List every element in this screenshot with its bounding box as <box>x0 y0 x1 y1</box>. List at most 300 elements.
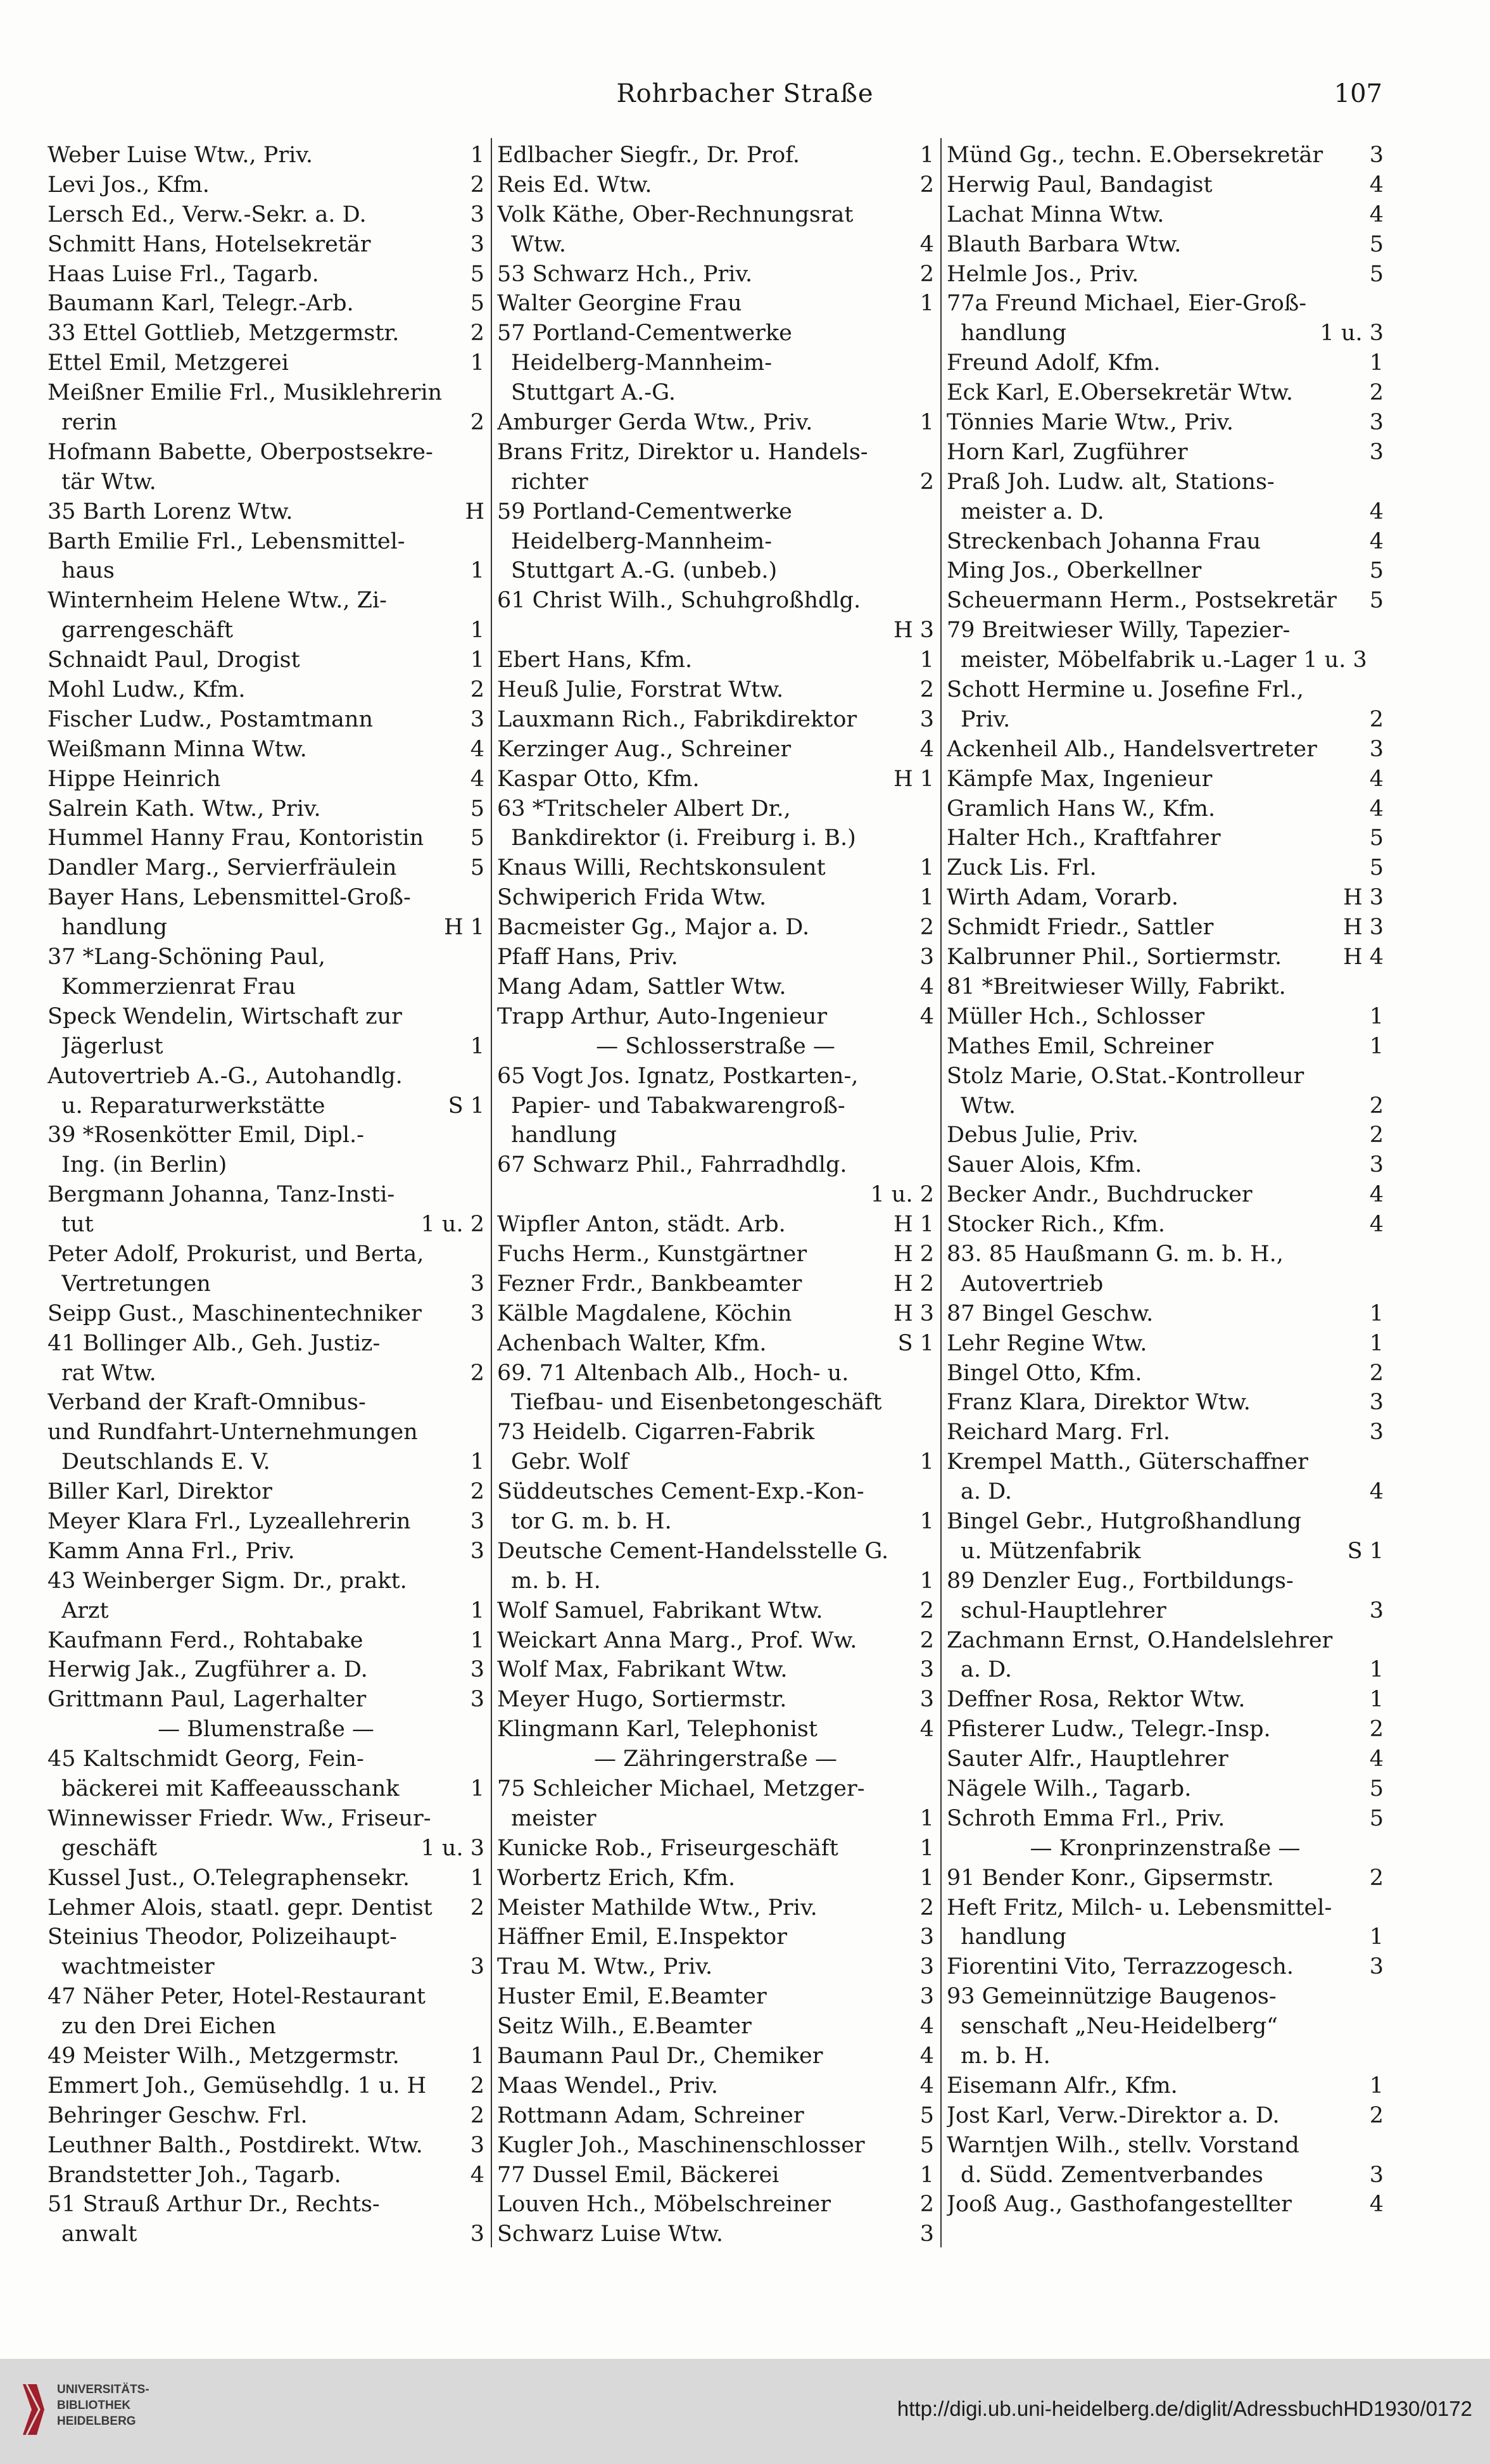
entry-text: u. Reparaturwerkstätte <box>61 1093 325 1119</box>
entry-text: Sauer Alois, Kfm. <box>947 1152 1142 1178</box>
entry-text: 77 Dussel Emil, Bäckerei <box>497 2162 780 2188</box>
entry-floor: 2 <box>919 1895 934 1921</box>
entry-floor: 5 <box>1369 1775 1384 1801</box>
entry-floor <box>1379 467 1384 497</box>
entry-floor: 1 <box>919 647 934 673</box>
entry-text: Gramlich Hans W., Kfm. <box>947 796 1216 822</box>
entry-floor <box>929 348 934 378</box>
directory-entry <box>497 1418 934 1447</box>
directory-entry <box>47 675 484 705</box>
entry-floor: H 3 <box>1343 885 1384 911</box>
directory-entry <box>497 1091 934 1121</box>
directory-entry <box>947 1329 1384 1359</box>
entry-floor: 3 <box>919 2221 934 2247</box>
directory-entry <box>947 1002 1384 1032</box>
directory-entry <box>497 1655 934 1685</box>
entry-floor <box>929 378 934 408</box>
entry-text: Zuck Lis. Frl. <box>947 855 1097 881</box>
entry-text: Dandler Marg., Servierfräulein <box>47 855 397 881</box>
directory-entry <box>947 319 1384 348</box>
directory-entry <box>947 1388 1384 1418</box>
entry-text: Bayer Hans, Lebensmittel-Groß- <box>47 885 411 911</box>
entry-text: Kussel Just., O.Telegraphensekr. <box>47 1865 410 1891</box>
directory-entry <box>47 260 484 289</box>
directory-entry <box>497 972 934 1002</box>
entry-floor: 5 <box>1369 231 1384 257</box>
entry-floor: 1 <box>919 1508 934 1534</box>
entry-text: Weber Luise Wtw., Priv. <box>47 143 313 168</box>
directory-entry <box>947 1864 1384 1893</box>
entry-floor <box>479 438 484 467</box>
entry-floor: 1 <box>1369 1033 1384 1059</box>
entry-text: Wipfler Anton, städt. Arb. <box>497 1212 786 1238</box>
directory-entry <box>947 1032 1384 1062</box>
directory-entry <box>47 1864 484 1893</box>
directory-entry <box>47 1150 484 1180</box>
directory-entry <box>497 1299 934 1329</box>
entry-text: Schwiperich Frida Wtw. <box>497 885 767 911</box>
entry-text: 69. 71 Altenbach Alb., Hoch- u. <box>497 1360 849 1386</box>
entry-floor: 3 <box>1369 439 1384 465</box>
entry-floor: 5 <box>470 291 484 317</box>
entry-floor: 1 <box>470 143 484 168</box>
entry-text <box>497 1180 866 1210</box>
directory-entry <box>497 1982 934 2012</box>
entry-floor: H 3 <box>893 1300 934 1326</box>
directory-entry <box>497 705 934 735</box>
directory-entry <box>947 1596 1384 1626</box>
entry-floor: 1 <box>1369 1657 1384 1683</box>
directory-entry <box>47 1537 484 1566</box>
entry-floor: 2 <box>470 677 484 703</box>
entry-text: Speck Wendelin, Wirtschaft zur <box>47 1003 402 1029</box>
entry-floor: 4 <box>470 2162 484 2188</box>
street-heading: — Zähringerstraße — <box>593 1746 837 1772</box>
entry-text: 81 *Breitwieser Willy, Fabrikt. <box>947 974 1286 1000</box>
entry-text: bäckerei mit Kaffeeausschank <box>61 1775 400 1801</box>
directory-entry <box>497 200 934 230</box>
entry-floor: 1 u. 2 <box>870 1182 934 1208</box>
logo-line: BIBLIOTHEK <box>57 2399 131 2412</box>
entry-floor: 1 u. 3 <box>1320 321 1384 346</box>
directory-entry <box>497 1240 934 1269</box>
directory-entry <box>47 1091 484 1121</box>
entry-text: Bergmann Johanna, Tanz-Insti- <box>47 1182 395 1208</box>
entry-floor: 2 <box>919 677 934 703</box>
entry-floor <box>479 527 484 557</box>
entry-floor: 4 <box>919 231 934 257</box>
entry-floor: 1 <box>470 2043 484 2069</box>
entry-text: Klingmann Karl, Telephonist <box>497 1717 818 1743</box>
entry-text: Meißner Emilie Frl., Musiklehrerin <box>47 380 443 406</box>
entry-floor <box>479 972 484 1002</box>
entry-floor: 1 <box>470 1775 484 1801</box>
entry-floor: H 1 <box>893 1212 934 1238</box>
entry-floor: 3 <box>1369 1419 1384 1445</box>
directory-entry <box>497 1180 934 1210</box>
directory-entry <box>47 823 484 853</box>
entry-text: Heidelberg-Mannheim- <box>511 350 773 376</box>
entry-floor <box>1379 2012 1384 2042</box>
entry-text: Wtw. <box>511 231 566 257</box>
directory-entry <box>47 2071 484 2101</box>
directory-entry <box>947 1715 1384 1744</box>
entry-text: Becker Andr., Buchdrucker <box>947 1182 1253 1208</box>
entry-floor: 2 <box>1369 706 1384 732</box>
entry-floor: 1 <box>919 410 934 436</box>
entry-floor <box>1379 2042 1384 2071</box>
entry-text: Deutschlands E. V. <box>61 1449 270 1475</box>
directory-entry <box>497 645 934 675</box>
directory-entry <box>497 467 934 497</box>
entry-floor: 2 <box>1369 1717 1384 1743</box>
page-header <box>0 79 1490 117</box>
entry-text: Krempel Matth., Güterschaffner <box>947 1449 1308 1475</box>
entry-floor: 3 <box>470 1508 484 1534</box>
directory-entry <box>947 2042 1384 2071</box>
entry-text: Fiorentini Vito, Terrazzogesch. <box>947 1954 1294 1980</box>
entry-floor <box>1379 1507 1384 1537</box>
directory-entry <box>947 794 1384 824</box>
directory-entry <box>497 408 934 438</box>
entry-floor: 4 <box>1369 499 1384 524</box>
entry-floor <box>479 1388 484 1418</box>
entry-text: Autovertrieb A.-G., Autohandlg. <box>47 1063 403 1089</box>
entry-text: Hummel Hanny Frau, Kontoristin <box>47 825 424 851</box>
directory-entry <box>497 2012 934 2042</box>
entry-text: Winternheim Helene Wtw., Zi- <box>47 588 387 614</box>
directory-entry <box>947 675 1384 705</box>
entry-floor: 4 <box>1369 201 1384 227</box>
entry-floor: 1 <box>919 1865 934 1891</box>
entry-floor <box>479 1418 484 1447</box>
entry-text: m. b. H. <box>511 1568 601 1594</box>
column-left <box>47 141 484 2256</box>
directory-entry <box>47 943 484 972</box>
entry-text: 39 *Rosenkötter Emil, Dipl.- <box>47 1122 364 1148</box>
entry-text: Heft Fritz, Milch- u. Lebensmittel- <box>947 1895 1332 1921</box>
directory-entry <box>947 260 1384 289</box>
entry-floor: 2 <box>1369 1122 1384 1148</box>
directory-entry <box>47 1477 484 1507</box>
directory-entry <box>497 141 934 170</box>
entry-floor: 2 <box>1369 2102 1384 2128</box>
entry-floor: 1 <box>1369 1300 1384 1326</box>
directory-entry <box>47 1418 484 1447</box>
entry-floor: 3 <box>919 1687 934 1713</box>
directory-entry <box>947 616 1384 645</box>
entry-text: Schmidt Friedr., Sattler <box>947 915 1214 941</box>
entry-floor: 3 <box>470 2132 484 2158</box>
entry-text: 67 Schwarz Phil., Fahrradhdlg. <box>497 1152 847 1178</box>
entry-floor: 4 <box>1369 1212 1384 1238</box>
directory-entry <box>497 319 934 348</box>
entry-text: Achenbach Walter, Kfm. <box>497 1330 767 1356</box>
entry-text: Mohl Ludw., Kfm. <box>47 677 246 703</box>
directory-entry <box>497 1062 934 1091</box>
entry-text: Winnewisser Friedr. Ww., Friseur- <box>47 1805 431 1831</box>
entry-floor: S 1 <box>1347 1538 1384 1564</box>
entry-floor: 1 u. 2 <box>420 1212 484 1238</box>
directory-entry <box>947 1477 1384 1507</box>
directory-entry <box>47 200 484 230</box>
entry-floor: 3 <box>470 1271 484 1297</box>
entry-floor: 5 <box>470 855 484 881</box>
entry-floor: 5 <box>470 825 484 851</box>
directory-entry <box>47 527 484 557</box>
entry-floor <box>1379 1566 1384 1596</box>
entry-floor: 5 <box>1369 825 1384 851</box>
entry-text: Reis Ed. Wtw. <box>497 172 652 198</box>
entry-floor: 1 <box>470 1865 484 1891</box>
entry-text: Deffner Rosa, Rektor Wtw. <box>947 1687 1246 1713</box>
directory-entry <box>47 1922 484 1952</box>
entry-floor: 4 <box>1369 1182 1384 1208</box>
directory-entry <box>497 1447 934 1477</box>
entry-text: Autovertrieb <box>961 1271 1104 1297</box>
entry-floor: 2 <box>919 1597 934 1623</box>
entry-text: Seipp Gust., Maschinentechniker <box>47 1300 422 1326</box>
entry-text: handlung <box>511 1122 617 1148</box>
directory-entry <box>497 913 934 943</box>
directory-entry <box>47 1626 484 1656</box>
directory-entry <box>47 1507 484 1537</box>
directory-entry <box>947 141 1384 170</box>
entry-floor: 3 <box>919 1657 934 1683</box>
directory-entry <box>47 765 484 794</box>
directory-entry <box>497 1329 934 1359</box>
directory-entry <box>47 853 484 883</box>
source-link[interactable]: http://digi.ub.uni-heidelberg.de/diglit/AdressbuchHD1930/0172 <box>897 2397 1472 2420</box>
directory-entry <box>947 408 1384 438</box>
directory-entry <box>947 1210 1384 1240</box>
directory-entry <box>497 1804 934 1834</box>
entry-floor: 2 <box>470 1479 484 1505</box>
directory-entry <box>947 765 1384 794</box>
directory-entry <box>947 1359 1384 1388</box>
directory-entry <box>47 170 484 200</box>
directory-entry <box>47 497 484 527</box>
directory-entry <box>47 2131 484 2161</box>
entry-text: Trapp Arthur, Auto-Ingenieur <box>497 1003 828 1029</box>
entry-text: Weißmann Minna Wtw. <box>47 736 307 762</box>
directory-entry <box>47 705 484 735</box>
entry-floor: 3 <box>1369 736 1384 762</box>
directory-entry <box>497 2190 934 2220</box>
entry-floor: 4 <box>1369 2192 1384 2218</box>
entry-floor: 1 <box>919 1568 934 1594</box>
entry-floor <box>1379 1447 1384 1477</box>
entry-text: Haas Luise Frl., Tagarb. <box>47 261 319 287</box>
entry-text: und Rundfahrt-Unternehmungen <box>47 1419 418 1445</box>
entry-text: 41 Bollinger Alb., Geh. Justiz- <box>47 1330 381 1356</box>
directory-entry <box>47 467 484 497</box>
directory-entry <box>47 913 484 943</box>
entry-text: 47 Näher Peter, Hotel-Restaurant <box>47 1984 426 2010</box>
directory-entry <box>47 1121 484 1150</box>
entry-text: Schwarz Luise Wtw. <box>497 2221 723 2247</box>
directory-entry <box>497 1359 934 1388</box>
directory-entry <box>47 1744 484 1774</box>
entry-floor: 2 <box>470 1360 484 1386</box>
directory-entry <box>497 675 934 705</box>
logo-line: UNIVERSITÄTS- <box>57 2383 149 2396</box>
directory-entry <box>497 1002 934 1032</box>
entry-text: Wolf Max, Fabrikant Wtw. <box>497 1657 788 1683</box>
directory-entry <box>47 1566 484 1596</box>
entry-text: Stuttgart A.-G. (unbeb.) <box>511 558 778 584</box>
entry-floor <box>479 1329 484 1359</box>
entry-floor: 4 <box>919 974 934 1000</box>
directory-entry <box>497 289 934 319</box>
entry-text: Levi Jos., Kfm. <box>47 172 210 198</box>
directory-entry <box>497 943 934 972</box>
entry-floor: 1 <box>470 1449 484 1475</box>
directory-columns <box>47 141 1384 2256</box>
entry-text: tor G. m. b. H. <box>511 1508 672 1534</box>
directory-entry <box>497 348 934 378</box>
entry-floor: 3 <box>1369 410 1384 436</box>
directory-entry <box>947 2101 1384 2131</box>
directory-entry <box>947 1744 1384 1774</box>
entry-text: Peter Adolf, Prokurist, und Berta, <box>47 1241 424 1267</box>
entry-text: 59 Portland-Cementwerke <box>497 499 792 524</box>
entry-text: Wolf Samuel, Fabrikant Wtw. <box>497 1597 823 1623</box>
directory-entry <box>947 645 1384 675</box>
entry-text: Kerzinger Aug., Schreiner <box>497 736 792 762</box>
entry-floor: 1 <box>919 855 934 881</box>
entry-text: Debus Julie, Priv. <box>947 1122 1139 1148</box>
entry-floor <box>479 883 484 913</box>
directory-entry <box>497 1269 934 1299</box>
directory-entry <box>947 972 1384 1002</box>
directory-entry <box>47 1774 484 1804</box>
entry-text: handlung <box>961 321 1067 346</box>
entry-text: Reichard Marg. Frl. <box>947 1419 1170 1445</box>
entry-floor: 1 <box>1369 1687 1384 1713</box>
entry-floor: 4 <box>470 736 484 762</box>
entry-text: Emmert Joh., Gemüsehdlg. 1 u. H <box>47 2073 427 2099</box>
directory-entry <box>497 230 934 260</box>
directory-entry <box>47 794 484 824</box>
entry-text: Meyer Klara Frl., Lyzeallehrerin <box>47 1508 411 1534</box>
entry-text: tär Wtw. <box>61 469 156 495</box>
entry-text: Scheuermann Herm., Postsekretär <box>947 588 1337 614</box>
directory-entry <box>497 883 934 913</box>
entry-floor <box>929 1388 934 1418</box>
entry-text: 79 Breitwieser Willy, Tapezier- <box>947 618 1291 644</box>
column-right <box>947 141 1384 2256</box>
entry-floor: 3 <box>919 1984 934 2010</box>
entry-text: Blauth Barbara Wtw. <box>947 231 1182 257</box>
entry-floor: 3 <box>919 1924 934 1950</box>
directory-entry <box>47 319 484 348</box>
entry-text: Leuthner Balth., Postdirekt. Wtw. <box>47 2132 423 2158</box>
entry-text: Vertretungen <box>61 1271 211 1297</box>
entry-text: Meyer Hugo, Sortiermstr. <box>497 1687 787 1713</box>
entry-floor: 3 <box>919 1954 934 1980</box>
directory-entry <box>947 170 1384 200</box>
entry-floor <box>1379 645 1384 675</box>
entry-text: Baumann Paul Dr., Chemiker <box>497 2043 823 2069</box>
directory-entry <box>47 1834 484 1864</box>
entry-text: Seitz Wilh., E.Beamter <box>497 2014 752 2040</box>
entry-text: 57 Portland-Cementwerke <box>497 321 792 346</box>
entry-text: Knaus Willi, Rechtskonsulent <box>497 855 826 881</box>
directory-entry <box>497 1774 934 1804</box>
entry-floor: 3 <box>1369 1390 1384 1416</box>
entry-text: Schott Hermine u. Josefine Frl., <box>947 677 1304 703</box>
entry-text: Mathes Emil, Schreiner <box>947 1033 1214 1059</box>
directory-entry <box>497 616 934 645</box>
directory-entry <box>47 408 484 438</box>
entry-text: Ettel Emil, Metzgerei <box>47 350 289 376</box>
directory-entry <box>947 378 1384 408</box>
entry-text: Papier- und Tabakwarengroß- <box>511 1093 845 1119</box>
entry-floor: 3 <box>470 231 484 257</box>
entry-text: Lehr Regine Wtw. <box>947 1330 1147 1356</box>
entry-floor: 2 <box>1369 1360 1384 1386</box>
entry-floor: 5 <box>1369 855 1384 881</box>
entry-text: d. Südd. Zementverbandes <box>961 2162 1263 2188</box>
entry-text: Gebr. Wolf <box>511 1449 629 1475</box>
entry-floor <box>479 1150 484 1180</box>
entry-floor <box>929 319 934 348</box>
entry-floor: 3 <box>919 706 934 732</box>
entry-text: 75 Schleicher Michael, Metzger- <box>497 1775 865 1801</box>
directory-entry <box>497 527 934 557</box>
directory-entry <box>947 1062 1384 1091</box>
entry-floor <box>929 1537 934 1566</box>
entry-text: 73 Heidelb. Cigarren-Fabrik <box>497 1419 815 1445</box>
entry-floor <box>479 1804 484 1834</box>
entry-floor <box>929 527 934 557</box>
entry-floor: 1 <box>470 647 484 673</box>
entry-text: Bingel Otto, Kfm. <box>947 1360 1142 1386</box>
entry-text: Nägele Wilh., Tagarb. <box>947 1775 1192 1801</box>
directory-entry <box>947 527 1384 557</box>
directory-entry <box>947 230 1384 260</box>
street-heading: — Blumenstraße — <box>158 1717 374 1743</box>
entry-floor: 3 <box>1369 1954 1384 1980</box>
entry-text: Bacmeister Gg., Major a. D. <box>497 915 810 941</box>
directory-entry <box>947 1922 1384 1952</box>
entry-floor: 5 <box>919 2132 934 2158</box>
entry-text: Arzt <box>61 1597 109 1623</box>
entry-text: Pfisterer Ludw., Telegr.-Insp. <box>947 1717 1271 1743</box>
directory-entry <box>47 1062 484 1091</box>
entry-floor: 4 <box>1369 528 1384 554</box>
directory-entry <box>47 1359 484 1388</box>
entry-text: Maas Wendel., Priv. <box>497 2073 718 2099</box>
entry-floor: 3 <box>470 706 484 732</box>
directory-entry <box>47 1180 484 1210</box>
entry-text: Brandstetter Joh., Tagarb. <box>47 2162 341 2188</box>
directory-entry <box>497 2042 934 2071</box>
entry-text: 83. 85 Haußmann G. m. b. H., <box>947 1241 1284 1267</box>
entry-text: Rottmann Adam, Schreiner <box>497 2102 804 2128</box>
directory-entry <box>947 705 1384 735</box>
directory-entry <box>47 972 484 1002</box>
entry-floor: H 3 <box>893 618 934 644</box>
entry-floor <box>1379 1893 1384 1923</box>
entry-text: Kamm Anna Frl., Priv. <box>47 1538 295 1564</box>
directory-entry <box>47 1299 484 1329</box>
entry-floor <box>479 1982 484 2012</box>
entry-floor: H <box>465 499 484 524</box>
directory-entry <box>497 1477 934 1507</box>
entry-floor: 2 <box>919 1627 934 1653</box>
